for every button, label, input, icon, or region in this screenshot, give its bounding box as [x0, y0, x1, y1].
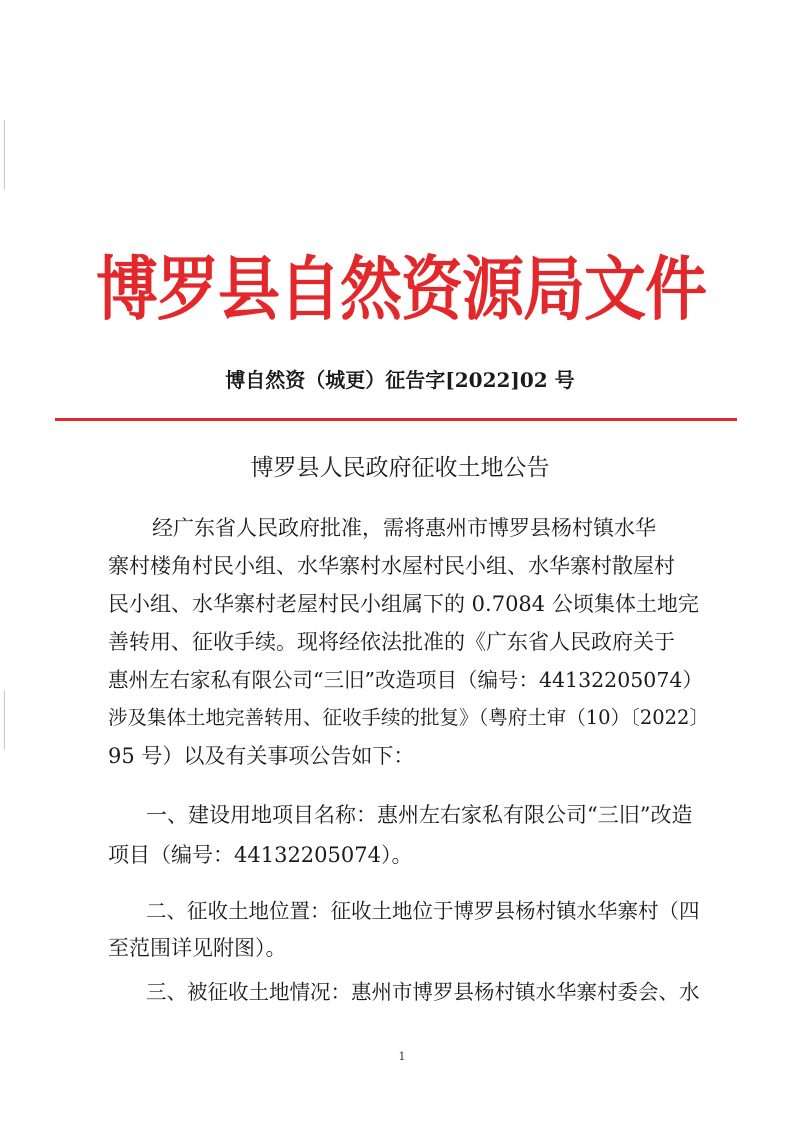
body-line: 民小组、水华寨村老屋村民小组属下的 0.7084 公顷集体土地完 — [108, 592, 699, 616]
notice-title: 博罗县人民政府征收土地公告 — [250, 455, 550, 481]
body-line: 寨村楼角村民小组、水华寨村水屋村民小组、水华寨村散屋村 — [108, 554, 675, 578]
body-line: 95 号）以及有关事项公告如下： — [108, 744, 415, 768]
body-line: 经广东省人民政府批准，需将惠州市博罗县杨村镇水华 — [152, 516, 656, 540]
document-number: 博自然资（城更）征告字[2022]02 号 — [225, 368, 575, 392]
scan-edge-mark — [4, 120, 5, 190]
body-line: 二、征收土地位置：征收土地位于博罗县杨村镇水华寨村（四 — [146, 899, 700, 923]
body-line: 项目（编号：44132205074）。 — [108, 843, 413, 867]
body-line: 三、被征收土地情况：惠州市博罗县杨村镇水华寨村委会、水 — [146, 980, 700, 1004]
scan-edge-mark — [4, 690, 5, 750]
red-divider-line — [55, 418, 737, 421]
body-line: 惠州左右家私有限公司“三旧”改造项目（编号：44132205074） — [108, 668, 703, 692]
agency-title: 博罗县自然资源局文件 — [96, 248, 707, 330]
body-line: 善转用、征收手续。现将经依法批准的《广东省人民政府关于 — [108, 630, 675, 654]
page-number: 1 — [398, 1050, 406, 1063]
body-line: 至范围详见附图）。 — [108, 936, 287, 960]
body-line: 一、建设用地项目名称：惠州左右家私有限公司“三旧”改造 — [146, 803, 693, 827]
body-line: 涉及集体土地完善转用、征收手续的批复》（粤府土审（10）〔2022〕 — [108, 706, 709, 729]
